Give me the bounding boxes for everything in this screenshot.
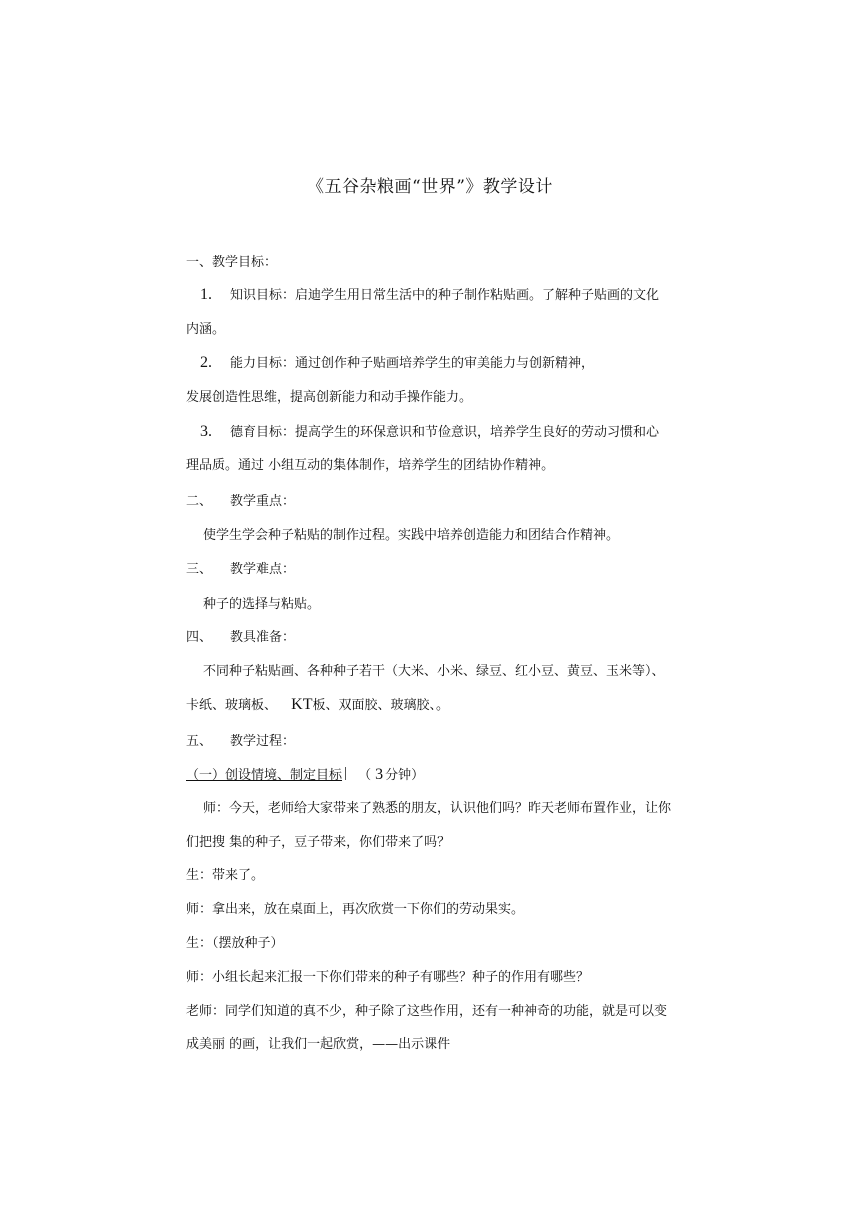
- step1-time-number: 3: [375, 766, 384, 783]
- section2-body: 使学生学会种子粘贴的制作过程。实践中培养创造能力和团结合作精神。: [203, 528, 620, 543]
- section2-label: 教学重点：: [230, 494, 296, 509]
- goal2-line1: [200, 355, 594, 372]
- paragraph1-line2: 们把搜 集的种子，豆子带来，你们带来了吗？: [186, 835, 451, 850]
- section4-heading: [186, 630, 295, 646]
- section4-line2: [186, 697, 449, 714]
- paragraph2: 生：带来了。: [186, 868, 265, 883]
- paragraph1-line1: 师：今天，老师给大家带来了熟悉的朋友，认识他们吗？昨天老师布置作业，让你: [203, 801, 672, 816]
- goal2-number: 2.: [200, 354, 212, 371]
- paragraph4: 生：（摆放种子）: [186, 936, 284, 951]
- section3-number: 三、: [186, 562, 213, 577]
- section4-kt: KT: [291, 696, 313, 713]
- goal3-line1: [200, 424, 659, 441]
- section5-label: 教学过程：: [230, 734, 296, 749]
- goal1-line2: 内涵。: [186, 322, 226, 337]
- section2-number: 二、: [186, 494, 213, 509]
- section2-heading: [186, 494, 295, 510]
- section5-number: 五、: [186, 734, 213, 749]
- goal3-number: 3.: [200, 423, 212, 440]
- goal3-text: 德育目标：提高学生的环保意识和节俭意识，培养学生良好的劳动习惯和心: [230, 425, 660, 440]
- document-title: 《五谷杂粮画“世界”》教学设计: [307, 177, 553, 197]
- goal2-text: 能力目标：通过创作种子贴画培养学生的审美能力与创新精神，: [230, 356, 595, 371]
- section4-line2-part1: 卡纸、玻璃板、: [186, 698, 278, 713]
- step1-title: （一）创设情境、制定目标: [186, 768, 343, 783]
- section4-label: 教具准备：: [230, 630, 296, 645]
- paragraph6-line1: 老师：同学们知道的真不少，种子除了这些作用，还有一种神奇的功能，就是可以变: [186, 1004, 668, 1019]
- section3-heading: [186, 562, 295, 578]
- step1-time-rest: 分钟）: [385, 768, 425, 783]
- section4-line1: 不同种子粘贴画、各种种子若干（大米、小米、绿豆、红小豆、黄豆、玉米等）、: [203, 664, 665, 679]
- goal3-line2: 理品质。通过 小组互动的集体制作，培养学生的团结协作精神。: [186, 458, 555, 473]
- section4-line2-part2: 板、双面胶、玻璃胶、。: [312, 698, 449, 713]
- section4-number: 四、: [186, 630, 213, 645]
- paragraph6-line2: 成美丽 的画，让我们一起欣赏，——出示课件: [186, 1037, 451, 1052]
- section3-label: 教学难点：: [230, 562, 296, 577]
- step1-heading: [186, 767, 424, 784]
- step1-time-open: （: [358, 768, 372, 783]
- section5-heading: [186, 734, 295, 750]
- goal1-line1: [200, 287, 659, 304]
- goal1-text: 知识目标：启迪学生用日常生活中的种子制作粘贴画。了解种子贴画的文化: [230, 288, 660, 303]
- goal2-line2: 发展创造性思维，提高创新能力和动手操作能力。: [186, 390, 473, 405]
- section3-body: 种子的选择与粘贴。: [203, 597, 321, 612]
- section1-heading: 一、教学目标：: [186, 255, 278, 270]
- paragraph3: 师：拿出来，放在桌面上，再次欣赏一下你们的劳动果实。: [186, 902, 525, 917]
- goal1-number: 1.: [200, 286, 212, 303]
- paragraph5: 师：小组长起来汇报一下你们带来的种子有哪些？种子的作用有哪些？: [186, 970, 590, 985]
